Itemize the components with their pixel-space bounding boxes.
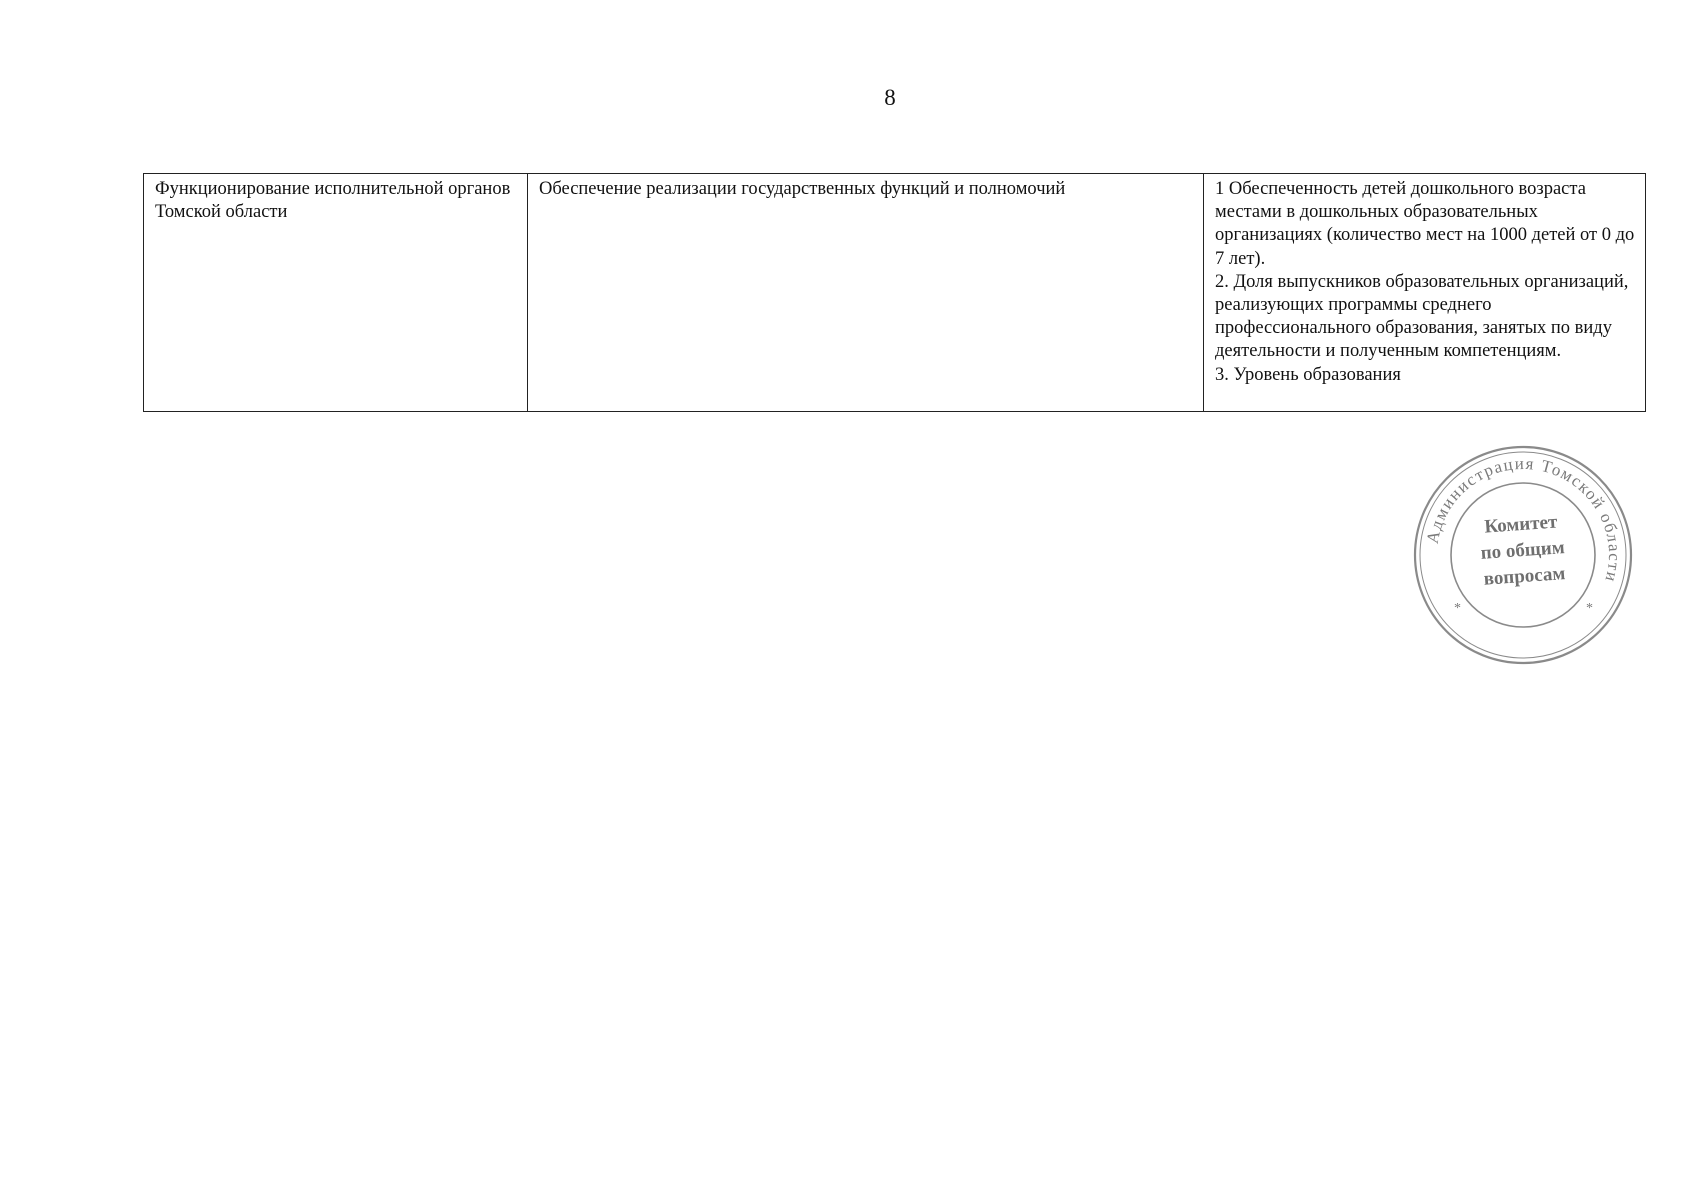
document-table bbox=[143, 173, 1646, 412]
task-text: Обеспечение реализации государственных функций и полномочий bbox=[539, 179, 1066, 199]
indicator-2: 2. Доля выпускников образовательных организаций, реализующих программы среднего профессионального образования, занятых по виду деятельности и полученным компетенциям. bbox=[1215, 271, 1629, 362]
stamp-star-right: * bbox=[1586, 601, 1593, 616]
activity-text: Функционирование исполнительной органов Томской области bbox=[155, 179, 511, 223]
stamp-center-line-1: Комитет bbox=[1483, 511, 1559, 538]
page-number: 8 bbox=[884, 85, 896, 110]
stamp-center-line-2: по общим bbox=[1479, 537, 1566, 564]
stamp-center-line-3: вопросам bbox=[1482, 563, 1567, 590]
indicator-1: 1 Обеспеченность детей дошкольного возраста местами в дошкольных образовательных организациях (количество мест на 1000 детей от 0 до 7 лет). bbox=[1215, 179, 1635, 269]
activity-cell bbox=[144, 174, 528, 412]
task-cell bbox=[528, 174, 1204, 412]
table-row bbox=[144, 174, 1646, 412]
stamp-star-left: * bbox=[1454, 601, 1461, 616]
stamp-ring-text: Администрация Томской области bbox=[1422, 453, 1625, 586]
indicator-3: 3. Уровень образования bbox=[1215, 364, 1401, 385]
indicators-cell bbox=[1204, 174, 1646, 412]
official-stamp bbox=[1408, 440, 1638, 670]
